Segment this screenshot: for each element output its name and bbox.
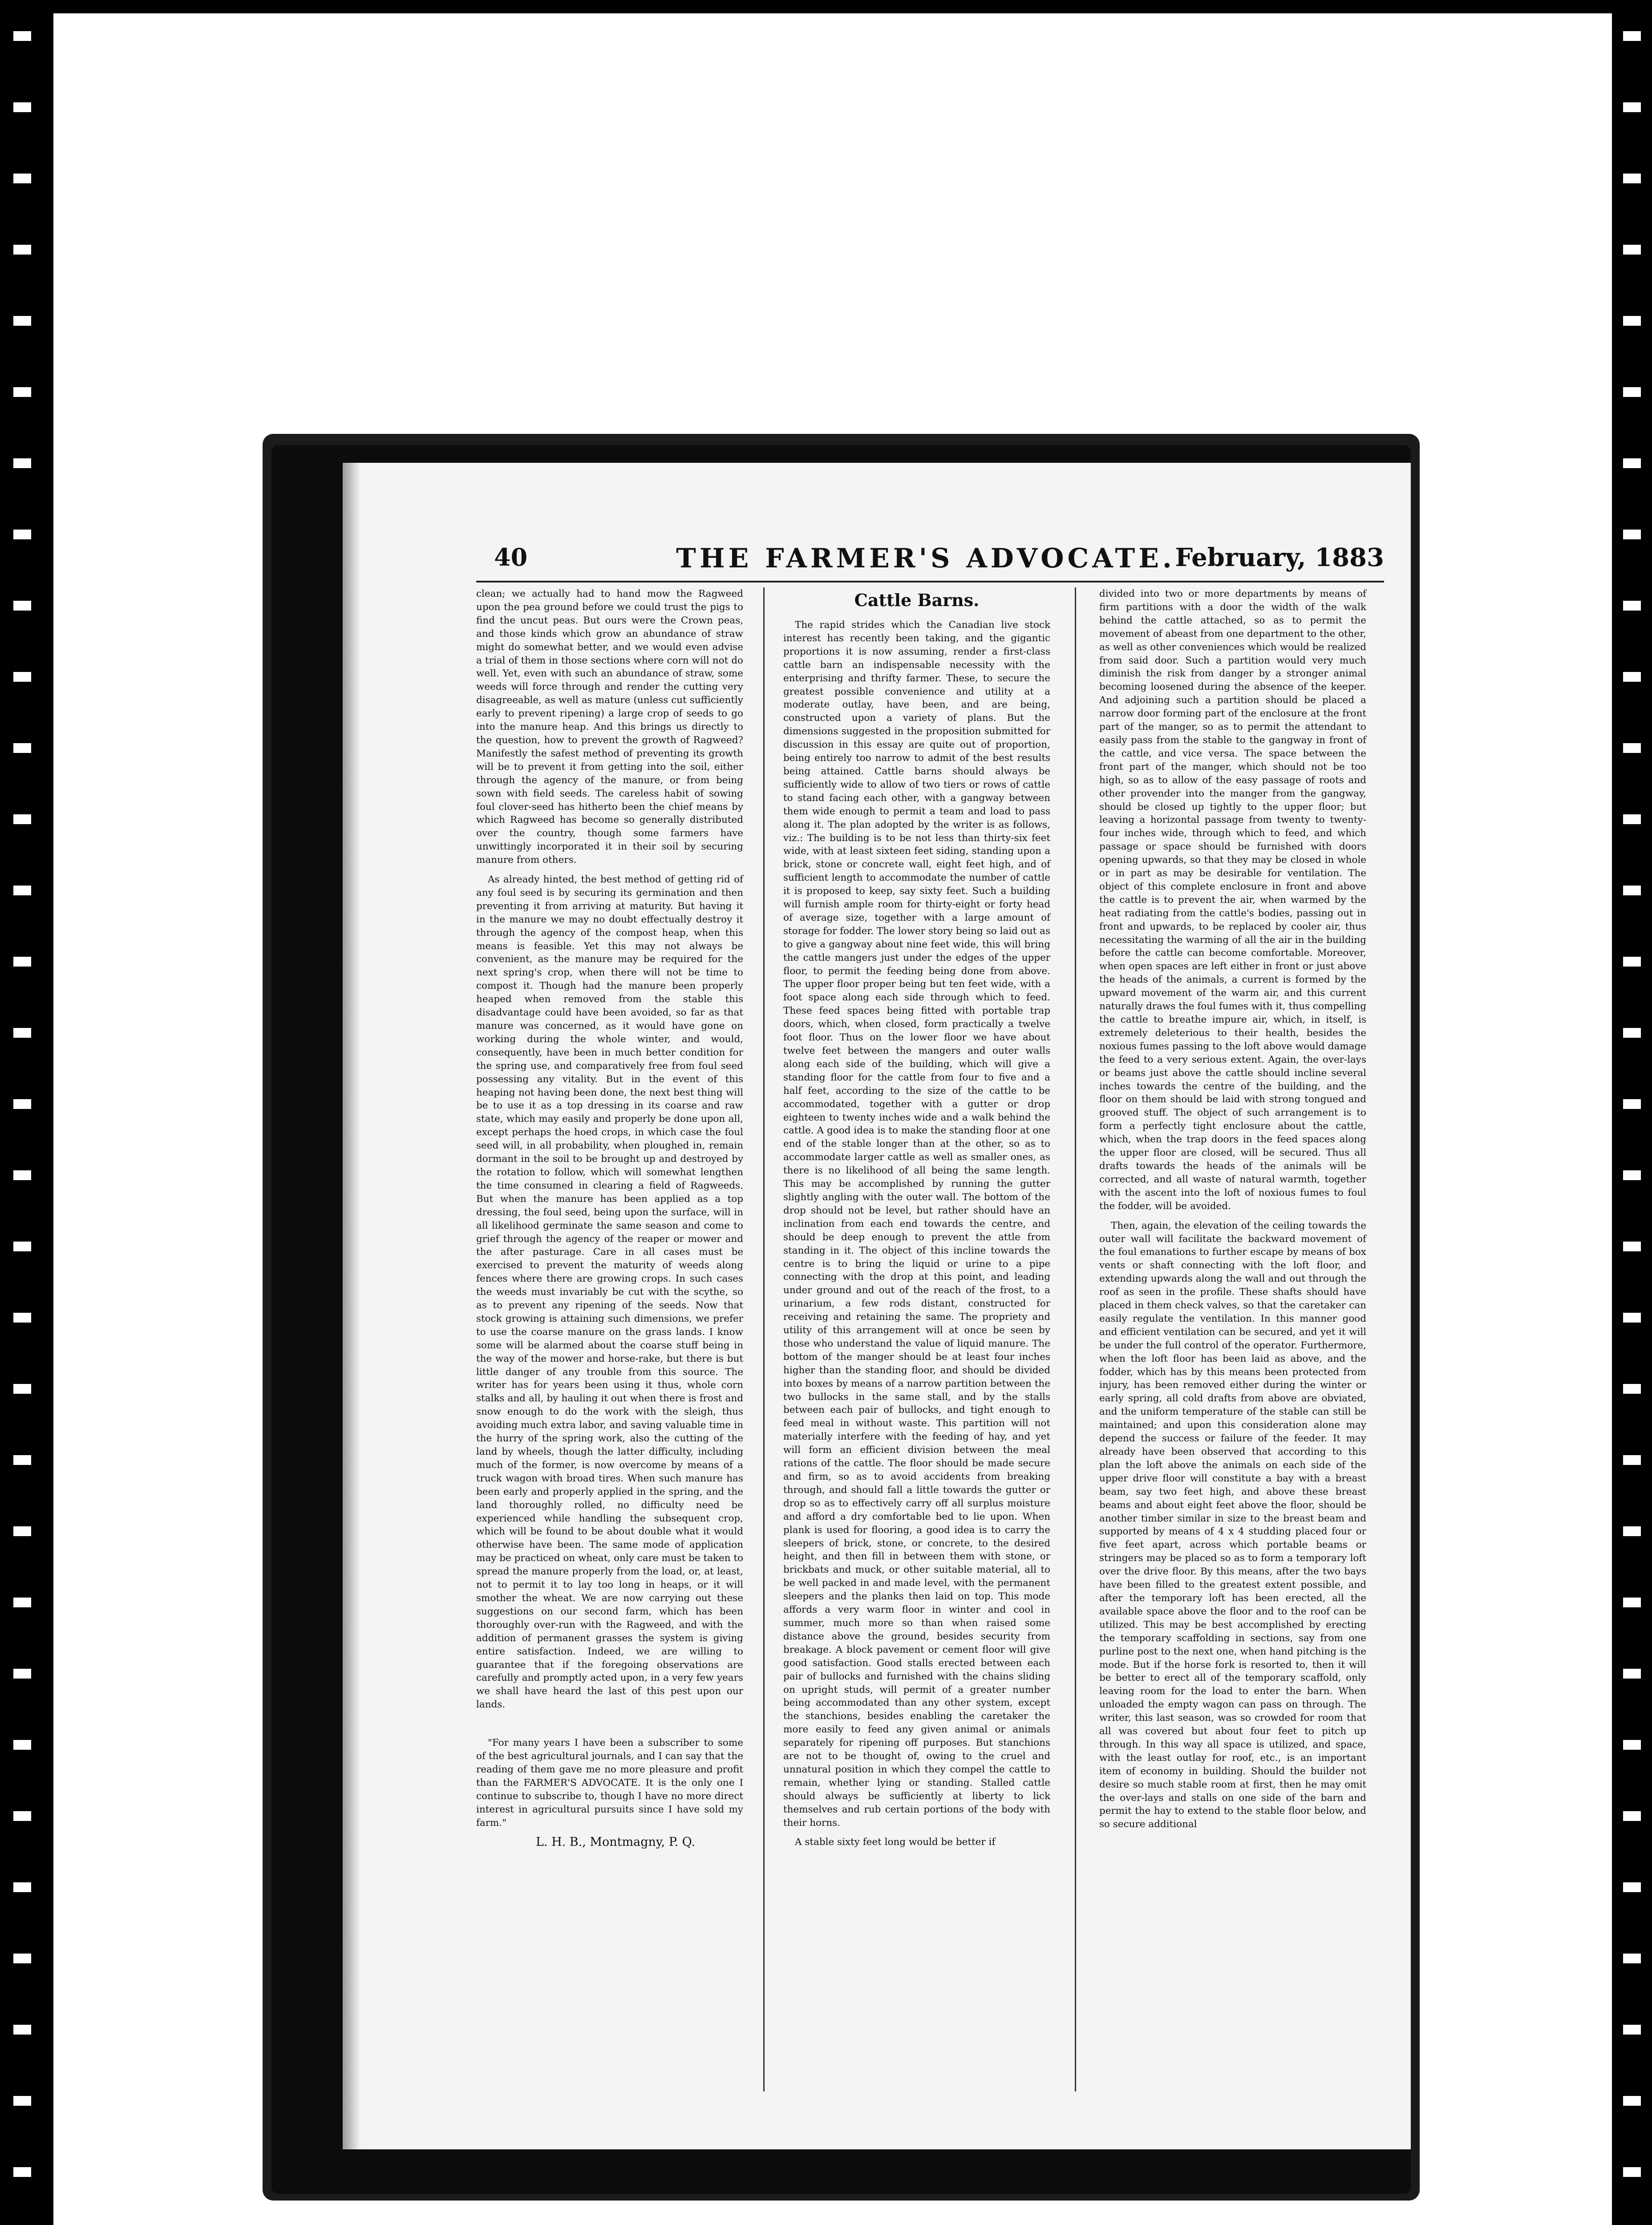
- page-gutter-shadow: [343, 463, 360, 2149]
- article-title: Cattle Barns.: [854, 590, 980, 610]
- middle-paragraph-1: The rapid strides which the Canadian live stock interest has recently been taking, and the gigantic proportions it is now assuming, render a first-class cattle barn an indispensable necessity with the enterprising and thrifty farmer. These, to secure the greatest possible convenience and utility at a moderate outlay, have been, and are being, constructed upon a variety of plans. But the dimensions suggested in the proposition submitted for discussion in this essay are quite out of proportion, being entirely too narrow to admit of the best results being attained. Cattle barns should always be sufficiently wide to allow of two tiers or rows of cattle to stand facing each other, with a gangway between them wide enough to permit a team and load to pass along it. The plan adopted by the writer is as follows, viz.: The building is to be not less than thirty-six feet wide, with at least sixteen feet siding, standing upon a brick, stone or concrete wall, eight feet high, and of sufficient length to accommodate the number of cattle it is proposed to keep, say sixty feet. Such a building will furnish ample room for thirty-eight or forty head of average size, together with a large amount of storage for fodder. The lower story being so laid out as to give a gangway about nine feet wide, this will bring the cattle mangers just under the edges of the upper floor, to permit the feeding being done from above. The upper floor proper being but ten feet wide, with a foot space along each side through which to feed. These feed spaces being fitted with portable trap doors, which, when closed, form practically a twelve foot floor. Thus on the lower floor we have about twelve feet between the mangers and outer walls along each side of the building, which will give a standing floor for the cattle from four to five and a half feet, according to the size of the cattle to be accommodated, together with a gutter or drop eighteen to twenty inches wide and a walk behind the cattle. A good idea is to make the standing floor at one end of the stable longer than at the other, so as to accommodate larger cattle as well as smaller ones, as there is no likelihood of all being the same length. This may be accomplished by running the gutter slightly angling with the outer wall. The bottom of the drop should not be level, but rather should have an inclination from each end towards the centre, and should be deep enough to prevent the attle from standing in it. The object of this incline towards the centre is to bring the liquid or urine to a pipe connecting with the drop at this point, and leading under ground and out of the reach of the frost, to a urinarium, a few rods distant, constructed for receiving and retaining the same. The propriety and utility of this arrangement will at once be seen by those who understand the value of liquid manure. The bottom of the manger should be at least four inches higher than the standing floor, and should be divided into boxes by means of a narrow partition between the two bullocks in the same stall, and by the stalls between each pair of bullocks, and tight enough to feed meal in without waste. This partition will not materially interfere with the feeding of hay, and yet will form an efficient division between the meal rations of the cattle. The floor should be made secure and firm, so as to avoid accidents from breaking through, and should fall a little towards the gutter or drop so as to effectively carry off all surplus moisture and afford a dry comfortable bed to lie upon. When plank is used for flooring, a good idea is to carry the sleepers of brick, stone, or concrete, to the desired height, and then fill in between them with stone, or brickbats and muck, or other suitable material, all to be well packed in and made level, with the permanent sleepers and the planks then laid on top. This mode affords a very warm floor in winter and cool in summer, much more so than when raised some distance above the ground, besides security from breakage. A block pavement or cement floor will give good satisfaction. Good stalls erected between each pair of bullocks and furnished with the chains sliding on upright studs, will permit of a greater number being accommodated than any other system, except the stanchions, besides enabling the caretaker the more easily to feed any given animal or animals separately for ripening off purposes. But stanchions are not to be thought of, owing to the cruel and unnatural position in which they compel the cattle to remain, whether lying or standing. Stalled cattle should always be sufficiently at liberty to lick themselves and rub certain portions of the body with their horns.: [783, 619, 1050, 1829]
- middle-column: [783, 587, 1050, 1855]
- newspaper-page: [343, 463, 1411, 2149]
- running-header: [476, 543, 1384, 578]
- page-number: 40: [494, 543, 528, 571]
- header-rule: [476, 581, 1384, 583]
- film-sprocket-left: [13, 0, 31, 2225]
- left-paragraph-1: clean; we actually had to hand mow the Ragweed upon the pea ground before we could trust the pigs to find the uncut peas. But ours were the Crown peas, and those kinds which grow an abundance of straw might do somewhat better, and we would even advise a trial of them in those sections where corn will not do well. Yet, even with such an abundance of straw, some weeds will force through and render the cutting very disagreeable, as well as mature (unless cut sufficiently early to prevent ripening) a large crop of seeds to go into the manure heap. And this brings us directly to the question, how to prevent the growth of Ragweed? Manifestly the safest method of preventing its growth will be to prevent it from getting into the soil, either through the agency of the manure, or from being sown with field seeds. The careless habit of sowing foul clover-seed has hitherto been the chief means by which Ragweed has become so generally distributed over the country, though some farmers have unwittingly incorporated it in their soil by securing manure from others.: [476, 588, 743, 866]
- middle-paragraph-2: A stable sixty feet long would be better if: [795, 1837, 996, 1848]
- right-paragraph-2: Then, again, the elevation of the ceiling towards the outer wall will facilitate the backward movement of the foul emanations to further escape by means of box vents or shaft connecting with the loft floor, and extending upwards along the wall and out through the roof as seen in the profile. These shafts should have placed in them check valves, so that the caretaker can easily regulate the ventilation. In this manner good and efficient ventilation can be secured, and yet it will be under the full control of the operator. Furthermore, when the loft floor has been laid as above, and the fodder, which has by this means been protected from injury, has been removed either during the winter or early spring, all cold drafts from above are obviated, and the uniform temperature of the stable can still be maintained; and upon this consideration alone may depend the success or failure of the feeder. It may already have been observed that according to this plan the loft above the animals on each side of the upper drive floor will constitute a bay with a breast beam, say two feet high, and above these breast beams and about eight feet above the floor, should be another timber similar in size to the breast beam and supported by means of 4 x 4 studding placed four or five feet apart, across which portable beams or stringers may be placed so as to form a temporary loft over the drive floor. By this means, after the two bays have been filled to the greatest extent possible, and after the temporary loft has been erected, all the available space above the floor and to the roof can be utilized. This may be best accomplished by erecting the temporary scaffolding in sections, say from one purline post to the next one, when hand pitching is the mode. But if the horse fork is resorted to, then it will be better to erect all of the temporary scaffold, only leaving room for the load to enter the barn. When unloaded the empty wagon can pass on through. The writer, this last season, was so crowded for room that all was covered but about four feet to pitch up through. In this way all space is utilized, and space, with the least outlay for roof, etc., is an important item of economy in building. Should the builder not desire so much stable room at first, then he may omit the over-lays and stalls on one side of the barn and permit the hay to extend to the stable floor below, and so secure additional: [1099, 1220, 1366, 1830]
- left-column: [476, 587, 743, 1855]
- left-paragraph-2: As already hinted, the best method of getting rid of any foul seed is by securing its germination and then preventing it from arriving at maturity. But having it in the manure we may no doubt effectually destroy it through the agency of the compost heap, when this means is feasible. Yet this may not always be convenient, as the manure may be required for the next spring's crop, when there will not be time to compost it. Though had the manure been properly heaped when removed from the stable this disadvantage could have been avoided, so far as that manure was concerned, as it would have gone on working during the whole winter, and would, consequently, have been in much better condition for the spring use, and comparatively free from foul seed possessing any vitality. But in the event of this heaping not having been done, the next best thing will be to use it as a top dressing in its coarse and raw state, which may easily and properly be done upon all, except perhaps the hoed crops, in which case the foul seed will, in all probability, when ploughed in, remain dormant in the soil to be brought up and destroyed by the rotation to follow, which will somewhat lengthen the time consumed in clearing a field of Ragweeds. But when the manure has been applied as a top dressing, the foul seed, being upon the surface, will in all likelihood germinate the same season and come to grief through the agency of the reaper or mower and the after pasturage. Care in all cases must be exercised to prevent the maturity of weeds along fences where there are growing crops. In such cases the weeds must invariably be cut with the scythe, so as to prevent any ripening of the seeds. Now that stock growing is attaining such dimensions, we prefer to use the coarse manure on the grass lands. I know some will be alarmed about the coarse stuff being in the way of the mower and horse-rake, but there is but little danger of any trouble from this source. The writer has for years been using it thus, whole corn stalks and all, by hauling it out when there is frost and snow enough to do the work with the sleigh, thus avoiding much extra labor, and saving valuable time in the hurry of the spring work, also the cutting of the land by wheels, though the latter difficulty, including much of the former, is now overcome by means of a truck wagon with broad tires. When such manure has been early and properly applied in the spring, and the land thoroughly rolled, no difficulty need be experienced while handling the subsequent crop, which will be found to be about double what it would otherwise have been. The same mode of application may be practiced on wheat, only care must be taken to spread the manure properly from the load, or, at least, not to permit it to lay too long in heaps, or it will smother the wheat. We are now carrying out these suggestions on our second farm, which has been thoroughly over-run with the Ragweed, and with the addition of permanent grasses the system is giving entire satisfaction. Indeed, we are willing to guarantee that if the foregoing observations are carefully and promptly acted upon, in a very few years we shall have heard the last of this pest upon our lands.: [476, 874, 743, 1711]
- issue-date: February, 1883: [1175, 543, 1384, 572]
- film-sprocket-right: [1623, 0, 1641, 2225]
- testimonial-text: "For many years I have been a subscriber to some of the best agricultural journals, and I can say that the reading of them gave me no more pleasure and profit than the FARMER'S ADVOCATE. It is the only one I continue to subscribe to, though I have no more direct interest in agricultural pursuits since I have sold my farm.": [476, 1737, 743, 1829]
- subscriber-testimonial: [476, 1736, 743, 1849]
- masthead: THE FARMER'S ADVOCATE.: [676, 543, 1175, 574]
- right-column: [1099, 587, 1366, 1837]
- testimonial-signature: L. H. B., Montmagny, P. Q.: [536, 1835, 695, 1849]
- right-paragraph-1: divided into two or more departments by means of firm partitions with a door the width of the walk behind the cattle attached, so as to permit the movement of abeast from one department to the other, as well as other conveniences which would be realized from said door. Such a partition would very much diminish the risk from danger by a stronger animal becoming loosened during the absence of the keeper. And adjoining such a partition should be placed a narrow door forming part of the enclosure at the front part of the manger, so as to permit the attendant to easily pass from the stable to the gangway in front of the cattle, and vice versa. The space between the front part of the manger, which should not be too high, so as to allow of the easy passage of roots and other provender into the manger from the gangway, should be closed up tightly to the upper floor; but leaving a horizontal passage from twenty to twenty-four inches wide, through which to feed, and which passage or space should be furnished with doors opening upwards, so that they may be closed in whole or in part as may be desirable for ventilation. The object of this complete enclosure in front and above the cattle is to prevent the air, when warmed by the heat radiating from the cattle's bodies, passing out in front and upwards, to be replaced by cooler air, thus necessitating the warming of all the air in the building before the cattle can become comfortable. Moreover, when open spaces are left either in front or just above the heads of the animals, a current is formed by the upward movement of the warm air, and this current naturally draws the foul fumes with it, thus compelling the cattle to breathe impure air, which, in itself, is extremely deleterious to their health, besides the noxious fumes passing to the loft above would damage the feed to a very serious extent. Again, the over-lays or beams just above the cattle should incline several inches towards the centre of the building, and the floor on them should be laid with strong tongued and grooved stuff. The object of such arrangement is to form a perfectly tight enclosure about the cattle, which, when the trap doors in the feed spaces along the upper floor are closed, will be secured. Thus all drafts towards the heads of the animals will be corrected, and all waste of natural warmth, together with the ascent into the loft of noxious fumes to foul the fodder, will be avoided.: [1099, 588, 1366, 1212]
- column-divider-2: [1075, 587, 1076, 2092]
- column-divider-1: [763, 587, 765, 2092]
- film-border-top: [0, 0, 1652, 13]
